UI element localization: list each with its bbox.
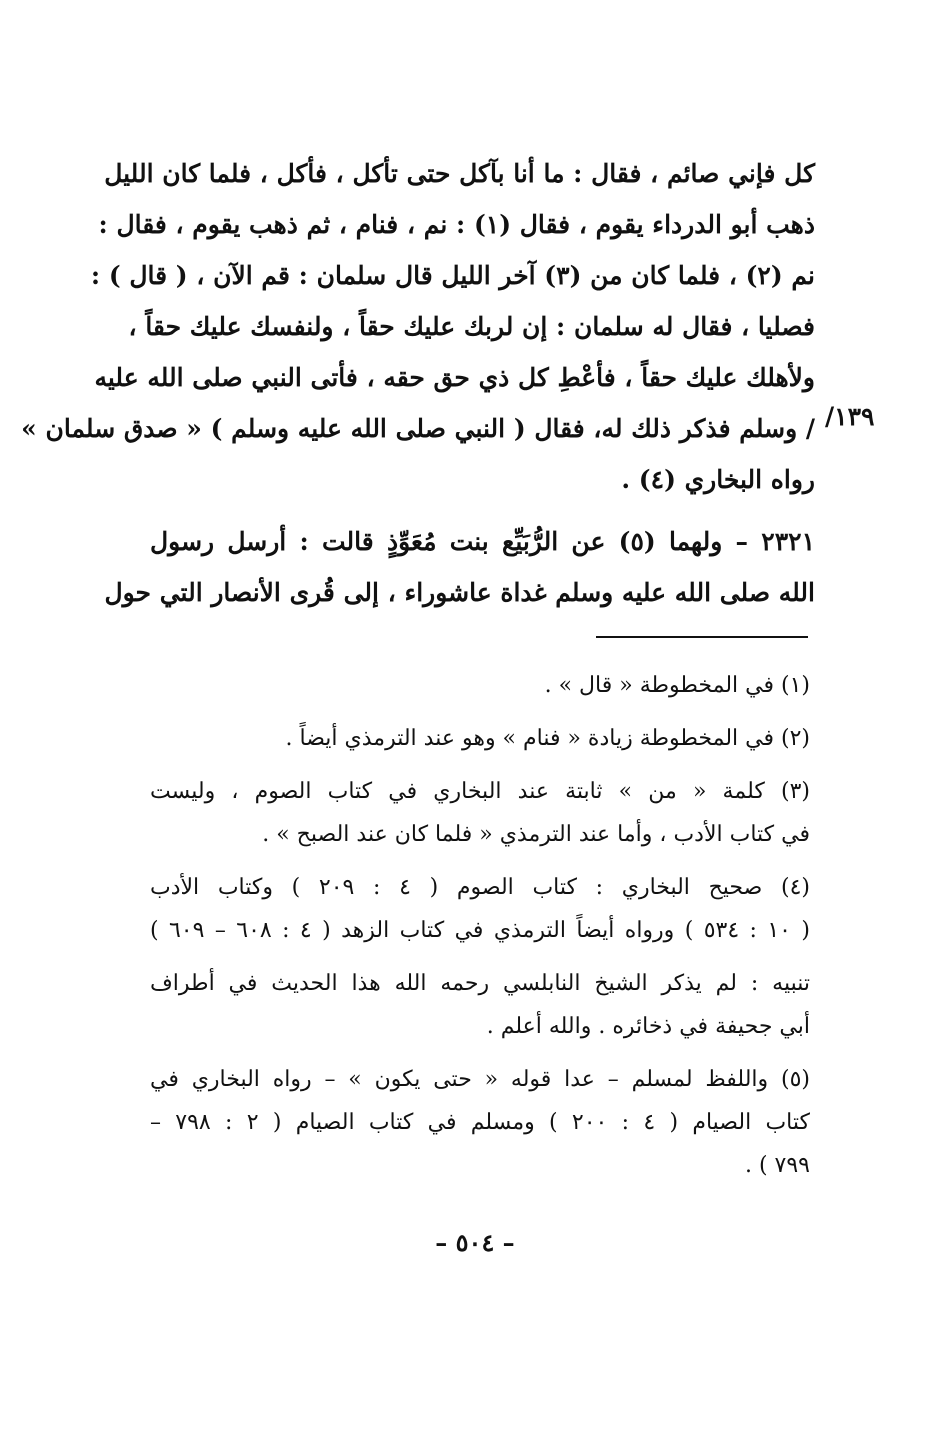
footnote-line: (٥) واللفظ لمسلم – عدا قوله « حتى يكون » – رواه البخاري في [150,1067,810,1092]
main-text-line: فصليا ، فقال له سلمان : إن لربك عليك حقاً ، ولنفسك عليك حقاً ، [128,312,815,341]
hadith-text-line: ٢٣٢١ – ولهما (٥) عن الرُّبَيِّع بنت مُعَوِّذٍ قالت : أرسل رسول [150,527,815,556]
footnote-line: (١) في المخطوطة « قال » . [544,673,810,698]
footnote [150,866,810,952]
footnote-line: (٣) كلمة « من » ثابتة عند البخاري في كتاب الصوم ، وليست [150,779,810,804]
footnote-line: تنبيه : لم يذكر الشيخ النابلسي رحمه الله هذا الحديث في أطراف [150,971,810,996]
footnote [150,717,810,760]
footnote-line: في كتاب الأدب ، وأما عند الترمذي « فلما كان عند الصبح » . [262,822,810,847]
manuscript-folio-marker: ١٣٩/ [825,402,875,431]
main-text-line: رواه البخاري (٤) . [621,465,815,494]
footnote-line: (٢) في المخطوطة زيادة « فنام » وهو عند الترمذي أيضاً . [285,726,810,751]
footnote-line: كتاب الصيام ( ٤ : ٢٠٠ ) ومسلم في كتاب الصيام ( ٢ : ٧٩٨ – [150,1110,810,1135]
main-text-line: نم (٢) ، فلما كان من (٣) آخر الليل قال سلمان : قم الآن ، ( قال ) : [90,261,815,290]
main-text-line: كل فإني صائم ، فقال : ما أنا بآكل حتى تأكل ، فأكل ، فلما كان الليل [104,159,815,188]
main-text-block [21,148,815,505]
footnote [150,1058,810,1187]
main-text-line: ولأهلك عليك حقاً ، فأعْطِ كل ذي حق حقه ، فأتى النبي صلى الله عليه [94,363,815,392]
footnotes-block [150,664,810,1197]
footnote-line: أبي جحيفة في ذخائره . والله أعلم . [486,1014,810,1039]
footnote-divider [596,636,808,638]
footnote [150,962,810,1048]
main-text-line: / وسلم فذكر ذلك له، فقال ( النبي صلى الله عليه وسلم ) « صدق سلمان » [21,414,815,443]
page-number: – ٥٠٤ – [435,1228,515,1257]
footnote-line: ( ١٠ : ٥٣٤ ) ورواه أيضاً الترمذي في كتاب الزهد ( ٤ : ٦٠٨ – ٦٠٩ ) [150,918,810,943]
footnote-line: ٧٩٩ ) . [744,1153,810,1178]
footnote [150,770,810,856]
footnote [150,664,810,707]
hadith-text-line: الله صلى الله عليه وسلم غداة عاشوراء ، إلى قُرى الأنصار التي حول [104,578,815,607]
hadith-text-block [104,516,815,618]
footnote-line: (٤) صحيح البخاري : كتاب الصوم ( ٤ : ٢٠٩ ) وكتاب الأدب [150,875,810,900]
main-text-line: ذهب أبو الدرداء يقوم ، فقال (١) : نم ، فنام ، ثم ذهب يقوم ، فقال : [98,210,815,239]
